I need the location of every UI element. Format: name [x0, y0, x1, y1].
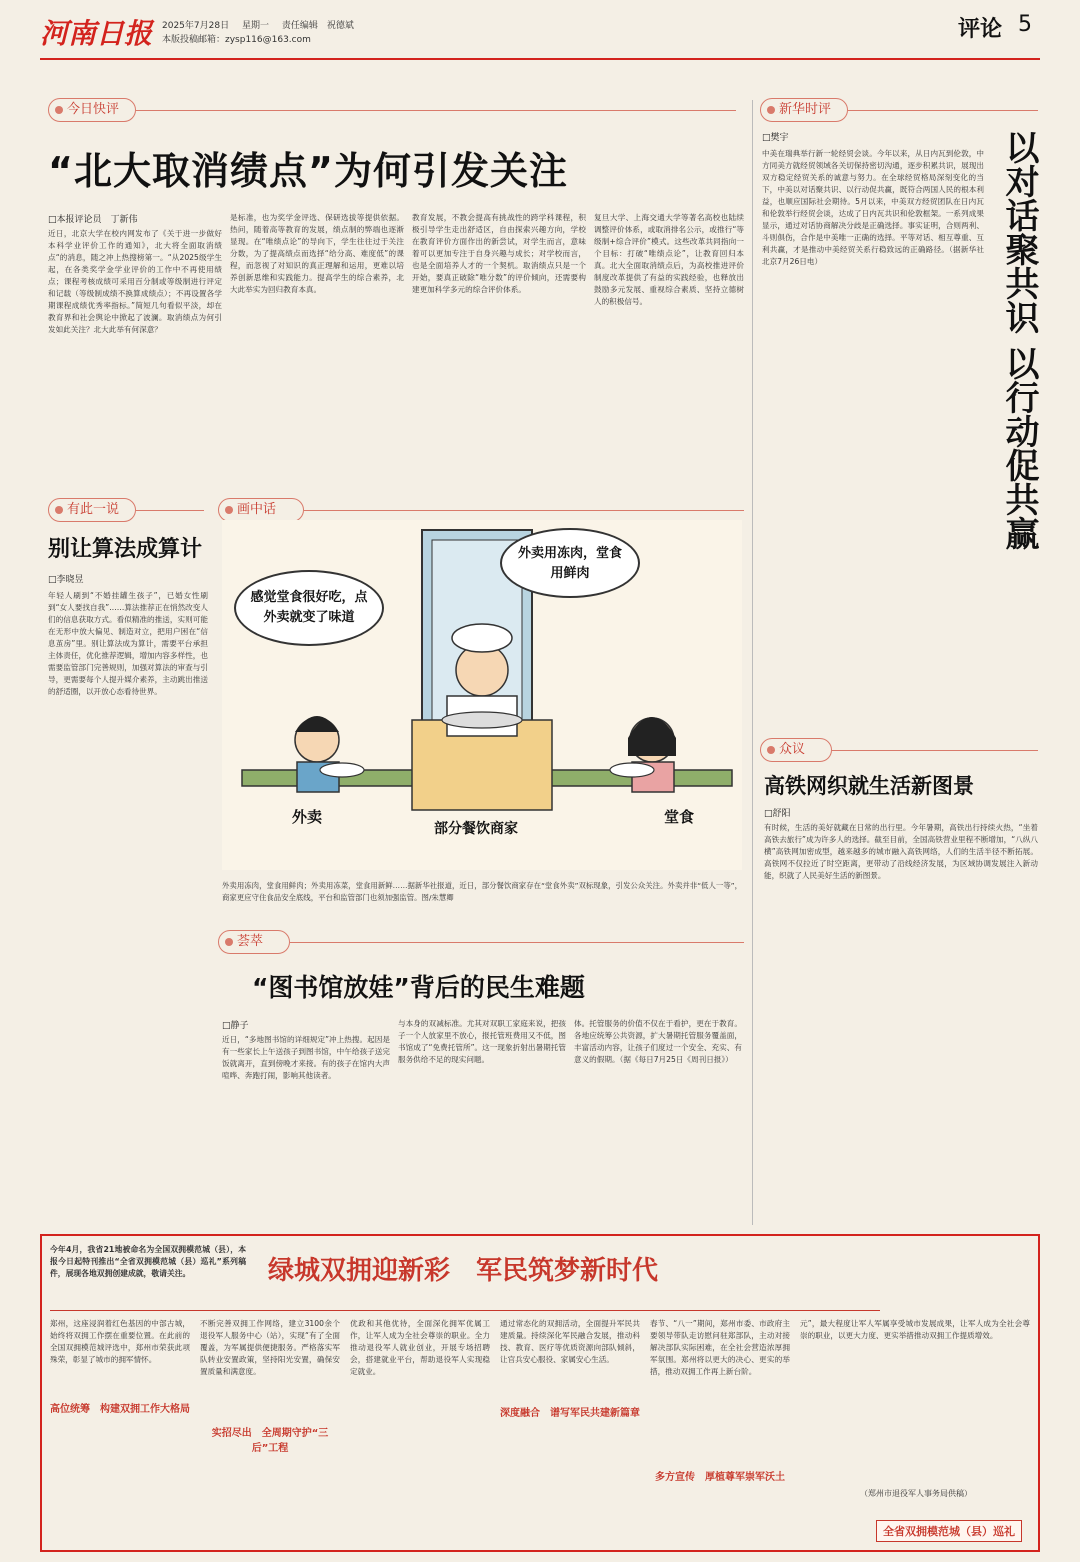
section-tag-cartoon	[218, 498, 304, 522]
kuaiping-col3: 教育发展，不教会提高有挑战性的跨学科课程，积极引导学生走出舒适区，自由探索兴趣方向，学校在教育评价方面作出的新尝试，对学生而言，意味着可以更加专注于自身兴趣与成长；对学校而言，也是全面培养人才的一个契机。取消绩点只是一个开始，要真正破除“唯分数”的评价倾向，还需要构建更加科学多元的综合评价体系。	[412, 213, 586, 294]
byline-kuaiping: □本报评论员 丁新伟	[48, 215, 138, 225]
tag-dot-icon	[767, 106, 775, 114]
section-tag-cuicui	[218, 930, 290, 954]
headline-youci: 别让算法成算计	[48, 537, 203, 562]
tag-label: 新华时评	[779, 102, 832, 117]
lvcheng-subhead-2: 实招尽出 全周期守护“三后”工程	[211, 1428, 329, 1454]
page-number: 5	[1018, 12, 1032, 37]
cuicui-col1: 近日，“多地图书馆的详细规定”冲上热搜。起因是有一些家长上午送孩子到图书馆，中午给孩子送完饭就离开，直到傍晚才来接。有的孩子在馆内大声喧哗、奔跑打闹，影响其他读者。	[222, 1035, 390, 1080]
cartoon-label-left: 外卖	[292, 808, 323, 826]
lvcheng-col2: 不断完善双拥工作网络，建立3100余个退役军人服务中心（站），实现“有了全面覆盖，为军属提供便捷服务。严格落实军队转业安置政策，坚持阳光安置，确保安置质量和满意度。	[200, 1319, 340, 1376]
byline-cuicui: □静子	[222, 1021, 249, 1031]
section-tag-xinhua	[760, 98, 848, 122]
lvcheng-badge: 全省双拥模范城（县）巡礼	[876, 1520, 1022, 1542]
zhongyi-body: 有时候，生活的美好就藏在日常的出行里。今年暑期，高铁出行持续火热，“坐着高铁去旅行”成为许多人的选择。截至目前，全国高铁营业里程不断增加，“八纵八横”高铁网加密成型，越来越多的城市融入高铁网络，人们的生活半径不断拓展。高铁网不仅拉近了时空距离，更带动了沿线经济发展，为区域协调发展注入新动能，织就了人民美好生活的新图景。	[764, 823, 1038, 880]
newspaper-logo: 河南日报	[40, 17, 153, 50]
lvcheng-col5: 春节、“八一”期间，郑州市委、市政府主要领导带队走访慰问驻郑部队，主动对接解决部队实际困难，在全社会营造浓厚拥军氛围。郑州将以更大的决心、更实的举措，推动双拥工作再上新台阶。	[650, 1319, 790, 1376]
header-weekday: 星期一	[241, 21, 269, 31]
tag-dot-icon	[55, 106, 63, 114]
tag-label: 荟萃	[237, 934, 264, 949]
lvcheng-rule	[50, 1310, 880, 1311]
cartoon-label-right: 堂食	[664, 808, 695, 826]
cartoon-caption: 外卖用冻肉，堂食用鲜肉；外卖用冻菜，堂食用新鲜……据新华社报道，近日，部分餐饮商家存在“堂食外卖”双标现象，引发公众关注。外卖并非“低人一等”，商家更应守住食品安全底线，平台和监管部门也须加强监管。图/朱慧卿	[222, 881, 742, 902]
cartoon-label-center: 部分餐饮商家	[434, 821, 518, 837]
header-date-line	[162, 18, 354, 31]
speech-bubble-left: 感觉堂食很好吃，点外卖就变了味道	[234, 570, 384, 646]
section-tag-zhongyi	[760, 738, 832, 762]
tag-rule	[136, 510, 204, 511]
tag-rule	[304, 510, 744, 511]
header-editor: 责任编辑 祝德斌	[281, 21, 354, 31]
tag-rule	[290, 942, 744, 943]
tag-dot-icon	[767, 746, 775, 754]
header-date: 2025年7月28日	[162, 21, 230, 31]
tag-label: 画中话	[237, 502, 277, 517]
tag-rule	[832, 750, 1038, 751]
lvcheng-col3: 优政和其他优待，全面深化拥军优属工作，让军人成为全社会尊崇的职业。全力推动退役军人就业创业，开展专场招聘会，搭建就业平台，帮助退役军人实现稳定就业。	[350, 1319, 490, 1376]
byline-youci: □李晓昱	[48, 575, 84, 585]
tag-dot-icon	[225, 506, 233, 514]
section-tag-youci	[48, 498, 136, 522]
cuicui-col3: 体。托管服务的价值不仅在于看护，更在于教育。各地应统筹公共资源，扩大暑期托管服务覆盖面，丰富活动内容，让孩子们度过一个安全、充实、有意义的假期。（据《每日7月25日《周刊日报》）	[574, 1019, 742, 1064]
kuaiping-col4: 复旦大学、上海交通大学等著名高校也陆续调整评价体系，或取消排名公示，或推行“等级制+综合评价”模式。这些改革共同指向一个目标：打破“唯绩点论”，让教育回归本真。北大全面取消绩点后，为高校推进评价制度改革提供了有益的实践经验，也释放出鼓励多元发展、重视综合素质、坚持立德树人的积极信号。	[594, 213, 744, 306]
byline-xinhua: □樊宇	[762, 133, 789, 143]
lvcheng-intro: 今年4月，我省21地被命名为全国双拥模范城（县），本报今日起特刊推出“全省双拥模范城（县）巡礼”系列稿件，展现各地双拥创建成就，敬请关注。	[50, 1245, 246, 1278]
tag-rule	[136, 110, 736, 111]
xinhua-body: 中美在瑞典举行新一轮经贸会谈。今年以来，从日内瓦到伦敦，中方同美方就经贸领域各关切保持密切沟通，逐步积累共识，展现出双方稳定经贸关系的诚意与努力。在全球经贸格局深刻变化的当下，中美以对话聚共识、以行动促共赢，既符合两国人民的根本利益，也顺应国际社会期待。5月以来，中美双方经贸团队在日内瓦和伦敦举行经贸会谈，达成了日内瓦共识和伦敦框架。一系列成果显示，通过对话协商解决分歧是正确选择。事实证明，合则两利、斗则俱伤，合作是中美唯一正确的选择。平等对话、相互尊重、互利共赢，才是推动中美经贸关系行稳致远的正确路径。（据新华社北京7月26日电）	[762, 149, 984, 266]
header-rule	[40, 58, 1040, 60]
kuaiping-col1: 近日，北京大学在校内网发布了《关于进一步做好本科学业评价工作的通知》，北大将全面取消绩点“的消息，随之冲上热搜榜第一。“从2025级学生起，在各类奖学金学业评价的工作中不再使用绩点；课程考核成绩可采用百分制或等级制进行评定和记载（等级制成绩不换算成绩点）；不再设置各学期课程成绩优秀率指标。”简短几句看似平淡，却在教育界和社会舆论中掀起了波澜。取消绩点为何引发如此关注？北大此举有何深意？	[48, 229, 222, 334]
xinhua-vertical-title: 以对话聚共识 以行动促共赢	[999, 130, 1039, 550]
tag-label: 众议	[779, 742, 806, 757]
headline-zhongyi: 高铁网织就生活新图景	[764, 774, 974, 798]
kuaiping-col2: 是标准，也为奖学金评选、保研选拔等提供依据。热问，随着高等教育的发展，绩点制的弊端也逐渐显现。在“唯绩点论”的导向下，学生往往过于关注分数，为了提高绩点而选择“给分高、难度低”的课程，而忽视了对知识的真正理解和运用，更难以培养创新思维和实践能力。提高学生的综合素养，北大此举实为回归教育本真。	[230, 213, 404, 294]
byline-zhongyi: □舒阳	[764, 809, 791, 819]
lvcheng-credit: （郑州市退役军人事务局供稿）	[860, 1489, 972, 1498]
section-tag-kuaiping	[48, 98, 136, 122]
column-divider	[752, 100, 753, 1225]
tag-label: 今日快评	[67, 102, 120, 117]
tag-label: 有此一说	[67, 502, 120, 517]
header-email: 本版投稿邮箱：zysp116@163.com	[162, 35, 311, 45]
lvcheng-col4: 通过常态化的双拥活动，全面提升军民共建质量。持续深化军民融合发展，推动科技、教育、医疗等优质资源向部队倾斜，让官兵安心服役、家属安心生活。	[500, 1319, 640, 1364]
tag-dot-icon	[55, 506, 63, 514]
tag-rule	[848, 110, 1038, 111]
lvcheng-col1: 郑州，这座浸润着红色基因的中部古城，始终将双拥工作摆在重要位置。在此前的全国双拥模范城评选中，郑州市荣获此项殊荣，彰显了城市的拥军情怀。	[50, 1319, 190, 1364]
headline-kuaiping: “北大取消绩点”为何引发关注	[48, 149, 568, 193]
headline-lvcheng: 绿城双拥迎新彩 军民筑梦新时代	[268, 1256, 659, 1286]
headline-cuicui: “图书馆放娃”背后的民生难题	[252, 973, 585, 1002]
lvcheng-subhead-1: 高位统筹 构建双拥工作大格局	[50, 1404, 190, 1415]
section-title: 评论	[958, 17, 1003, 42]
lvcheng-col6: 元”，最大程度让军人军属享受城市发展成果，让军人成为全社会尊崇的职业，以更大力度、更实举措推动双拥工作提质增效。	[800, 1319, 1030, 1340]
speech-bubble-right: 外卖用冻肉，堂食用鲜肉	[500, 528, 640, 598]
cuicui-col2: 与本身的双减标准。尤其对双职工家庭来说，把孩子一个人放家里不放心，报托管班费用又不低，图书馆成了“免费托管所”。这一现象折射出暑期托管服务供给不足的现实问题。	[398, 1019, 566, 1064]
lvcheng-subhead-4: 多方宣传 厚植尊军崇军沃土	[655, 1472, 785, 1483]
youci-body: 年轻人刷到“不婚挂罐生孩子”，已婚女性刷到“女人要找自我”……算法推荐正在悄然改变人们的信息获取方式。看似精准的推送，实则可能在无形中放大偏见、制造对立，把用户困在“信息茧房”里。别让算法成为算计，需要平台承担主体责任，优化推荐逻辑，增加内容多样性，也需要监管部门完善规则，加强对算法的审查与引导，更需要每个人提升媒介素养，主动跳出推送的舒适圈，以开放心态看待世界。	[48, 591, 208, 696]
lvcheng-subhead-3: 深度融合 谱写军民共建新篇章	[500, 1408, 640, 1419]
tag-dot-icon	[225, 938, 233, 946]
